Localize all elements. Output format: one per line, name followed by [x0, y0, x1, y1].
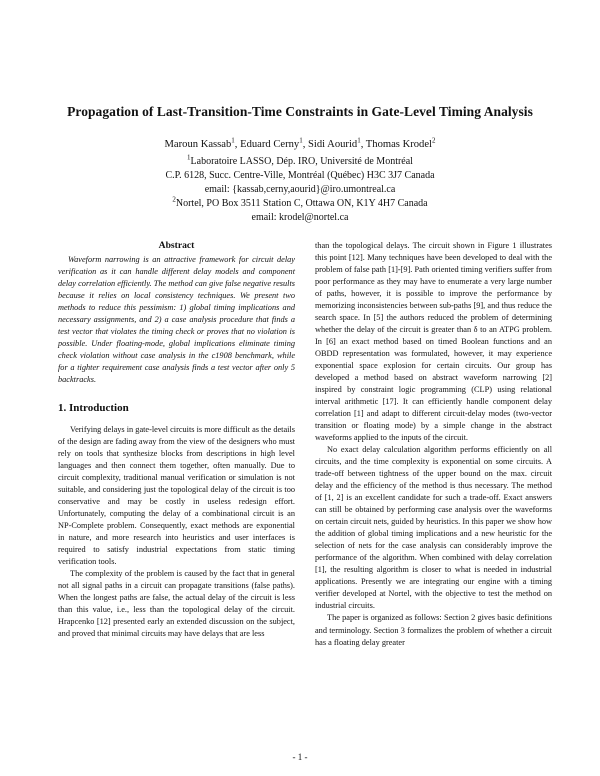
author-separator: ,	[360, 139, 366, 150]
affiliation-line	[0, 211, 600, 225]
affiliation-text: email: krodel@nortel.ca	[251, 212, 349, 223]
author-name: Maroun Kassab	[164, 139, 232, 150]
section-heading: 1. Introduction	[58, 402, 129, 415]
body-paragraph: The complexity of the problem is caused by the fact that in general not all signal paths in a circuit can propagate transitions (false paths). When the longest paths are false, the actual delay of the circuit is less than this value, i.e., less than the topological delay of the circuit. Hrapcenko [12] presented early an extended discussion on the subject, and proved that minimal circuits may have delays that are less	[58, 569, 295, 639]
author-name: Sidi Aourid	[308, 139, 358, 150]
body-paragraph: than the topological delays. The circuit shown in Figure 1 illustrates this point [12]. Many techniques have been developed to deal with the problem of false path [1]-[9]. Path oriented timing verifiers suffer from poor performance as they may have to enumerate a very large number of paths, however, it is possible to improve the performance by memorizing inconsistencies between sub-paths [9], and thus reduce the search space. In [5] the authors reduced the problem of determining whether the delay of the circuit is greater than δ to an ATPG problem. In [6] an exact method based on timed Boolean functions and an OBDD representation was formulated, however, it may experience exponential space explosion for certain circuits. Our group has developed a method based on abstract waveform narrowing [2] inspired by constraint logic programming (CLP) using relational interval arithmetic [17]. It can efficiently handle component delay correlation [1] and adapt to different circuit-delay modes (two-vector transition or floating mode) by a simple change in the abstract waveforms applied to the inputs of the circuit.	[315, 241, 552, 443]
affiliation-mark: 1	[299, 136, 303, 145]
body-paragraph: The paper is organized as follows: Section 2 gives basic definitions and terminology. Section 3 formalizes the problem of whether a circuit has a floating delay greater	[315, 613, 552, 647]
affiliation-text: email: {kassab,cerny,aourid}@iro.umontreal.ca	[204, 184, 396, 195]
paper-title: Propagation of Last-Transition-Time Constraints in Gate-Level Timing Analysis	[67, 104, 533, 119]
affiliation-mark: 1	[357, 136, 361, 145]
affiliation-text: C.P. 6128, Succ. Centre-Ville, Montréal (Québec) H3C 3J7 Canada	[165, 170, 435, 181]
author-separator: ,	[302, 139, 309, 150]
affiliation-mark: 2	[432, 136, 436, 145]
author-name: Thomas Krodel	[365, 139, 432, 150]
author-name: Eduard Cerny	[240, 139, 300, 150]
affiliation-text: Laboratoire LASSO, Dép. IRO, Université de Montréal	[190, 156, 413, 167]
right-column	[315, 240, 552, 649]
author-line	[0, 138, 600, 152]
affiliation-mark: 1	[231, 136, 235, 145]
body-paragraph: No exact delay calculation algorithm performs efficiently on all circuits, and the time complexity is exponential on some circuits. A trade-off between tightness of the upper bound on the max. circuit delay and the efficiency of the method is thus necessary. The method of [1, 2] is an excellent candidate for such a trade-off. Exact answers can still be obtained by performing case analysis over the waveforms on certain circuit nets, guided by heuristics. In this paper we show how the addition of global timing implications and a new heuristic for the selection of nets for the case analysis can considerably improve the performance of the algorithm. When combined with delay correlation [1], the resulting algorithm is closer to what is needed in industrial applications. Presently we are integrating our engine with a timing verifier developed at Nortel, with the objective to test the method on industrial circuits.	[315, 445, 552, 611]
body-paragraph: Verifying delays in gate-level circuits is more difficult as the details of the design are fading away from the view of the designers who must rely on tools that synthesize blocks from descriptions in high level languages and then connect them together, often manually. Due to circuit complexity, traditional manual verification or simulation is not suitable, and considering just the topological delay of the circuit is too conservative and may be costly in useless redesign effort. Unfortunately, computing the delay of a combinational circuit is an NP-Complete problem. Consequently, exact methods are exponential in nature, and more research into heuristics and user interfaces is required to satisfy industrial expectations from static timing verification tools.	[58, 425, 295, 567]
affiliation-block	[0, 155, 600, 225]
abstract-text: Waveform narrowing is an attractive framework for circuit delay verification as it can handle different delay models and component delay correlation efficiently. The method can give false negative results because it relies on local consistency techniques. We present two methods to reduce this pessimism: 1) global timing implications and necessary assignments, and 2) a case analysis procedure that finds a test vector that violates the timing check or proves that no violation is possible. Under floating-mode, global implications eliminate timing check violation without case analysis in the c1908 benchmark, while for a tighter requirement case analysis finds a test vector after only 5 backtracks.	[58, 255, 295, 385]
left-column	[58, 240, 295, 640]
affiliation-text: Nortel, PO Box 3511 Station C, Ottawa ON, K1Y 4H7 Canada	[175, 198, 428, 209]
affiliation-line	[0, 169, 600, 183]
affiliation-mark: 1	[187, 153, 191, 162]
affiliation-mark: 2	[172, 195, 176, 204]
author-separator: ,	[234, 139, 241, 150]
affiliation-line	[0, 197, 600, 211]
affiliation-line	[0, 183, 600, 197]
page-number: - 1 -	[292, 752, 308, 762]
abstract-heading: Abstract	[158, 240, 195, 251]
affiliation-line	[0, 155, 600, 169]
